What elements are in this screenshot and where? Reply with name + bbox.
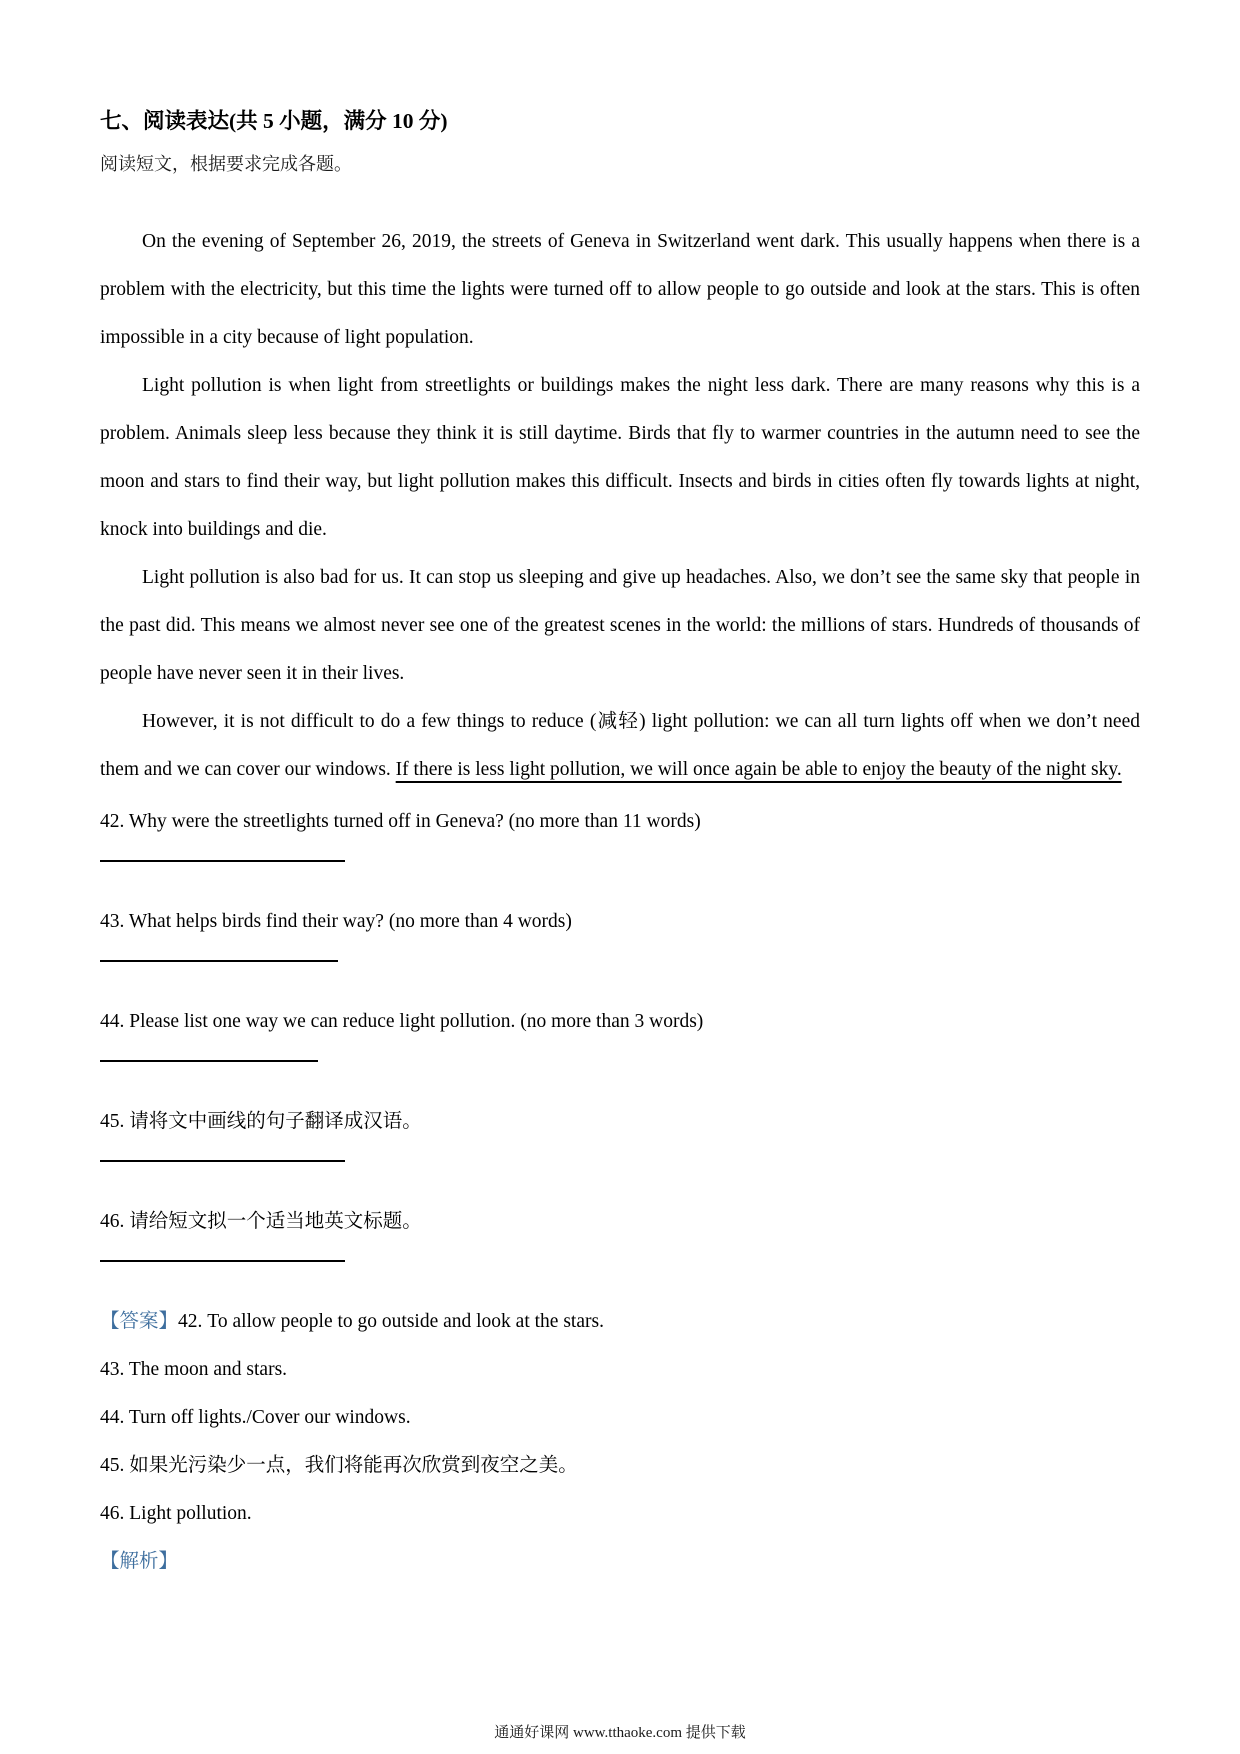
answer-blank-45: [100, 1160, 345, 1162]
answer-blank-43: [100, 960, 338, 962]
section-title: 七、阅读表达(共 5 小题，满分 10 分): [100, 109, 448, 133]
answers-section: [100, 1298, 1140, 1586]
answer-line-42: [100, 1298, 1140, 1346]
footer-text: 通通好课网 www.tthaoke.com 提供下载: [494, 1725, 746, 1741]
passage-paragraph-4: [100, 698, 1140, 794]
answer-line-45: 45. 如果光污染少一点，我们将能再次欣赏到夜空之美。: [100, 1455, 578, 1476]
passage-paragraph-3: Light pollution is also bad for us. It can stop us sleeping and give up headaches. Also, we don’t see the same sky that people in the past did. This means we almost never see one of the greatest scenes in the world: the millions of stars. Hundreds of thousands of people have never seen it in their lives.: [100, 567, 1140, 684]
questions-section: [100, 798, 1140, 1262]
answer-blank-44: [100, 1060, 318, 1062]
question-46: 46. 请给短文拟一个适当地英文标题。: [100, 1211, 422, 1232]
answer-blank-46: [100, 1260, 345, 1262]
question-45: 45. 请将文中画线的句子翻译成汉语。: [100, 1111, 422, 1132]
answer-label: 【答案】: [100, 1311, 179, 1332]
question-43: 43. What helps birds find their way? (no more than 4 words): [100, 911, 572, 932]
answer-line-46: 46. Light pollution.: [100, 1503, 252, 1524]
page-footer: [0, 1721, 1240, 1742]
instruction-text: 阅读短文，根据要求完成各题。: [100, 154, 352, 174]
answer-blank-42: [100, 860, 345, 862]
underlined-sentence: If there is less light pollution, we will once again be able to enjoy the beauty of the night sky.: [395, 759, 1122, 780]
answer-42-text: 42. To allow people to go outside and look at the stars.: [178, 1311, 604, 1332]
question-44: 44. Please list one way we can reduce light pollution. (no more than 3 words): [100, 1011, 704, 1032]
question-42: 42. Why were the streetlights turned off in Geneva? (no more than 11 words): [100, 811, 701, 832]
passage-paragraph-2: Light pollution is when light from streetlights or buildings makes the night less dark. There are many reasons why this is a problem. Animals sleep less because they think it is still daytime. Birds that fly to warmer countries in the autumn need to see the moon and stars to find their way, but light pollution makes this difficult. Insects and birds in cities often fly towards lights at night, knock into buildings and die.: [100, 375, 1140, 540]
answer-line-44: 44. Turn off lights./Cover our windows.: [100, 1407, 411, 1428]
analysis-label: 【解析】: [100, 1551, 179, 1572]
answer-line-43: 43. The moon and stars.: [100, 1359, 288, 1380]
passage-paragraph-4-text: However, it is not difficult to do a few things to reduce (减轻) light pollution: we can all turn lights off when we don’t need them and we can cover our windows.: [100, 711, 1140, 780]
passage-paragraph-1: On the evening of September 26, 2019, the streets of Geneva in Switzerland went dark. This usually happens when there is a problem with the electricity, but this time the lights were turned off to allow people to go outside and look at the stars. This is often impossible in a city because of light population.: [100, 231, 1140, 348]
reading-passage: [100, 218, 1140, 794]
